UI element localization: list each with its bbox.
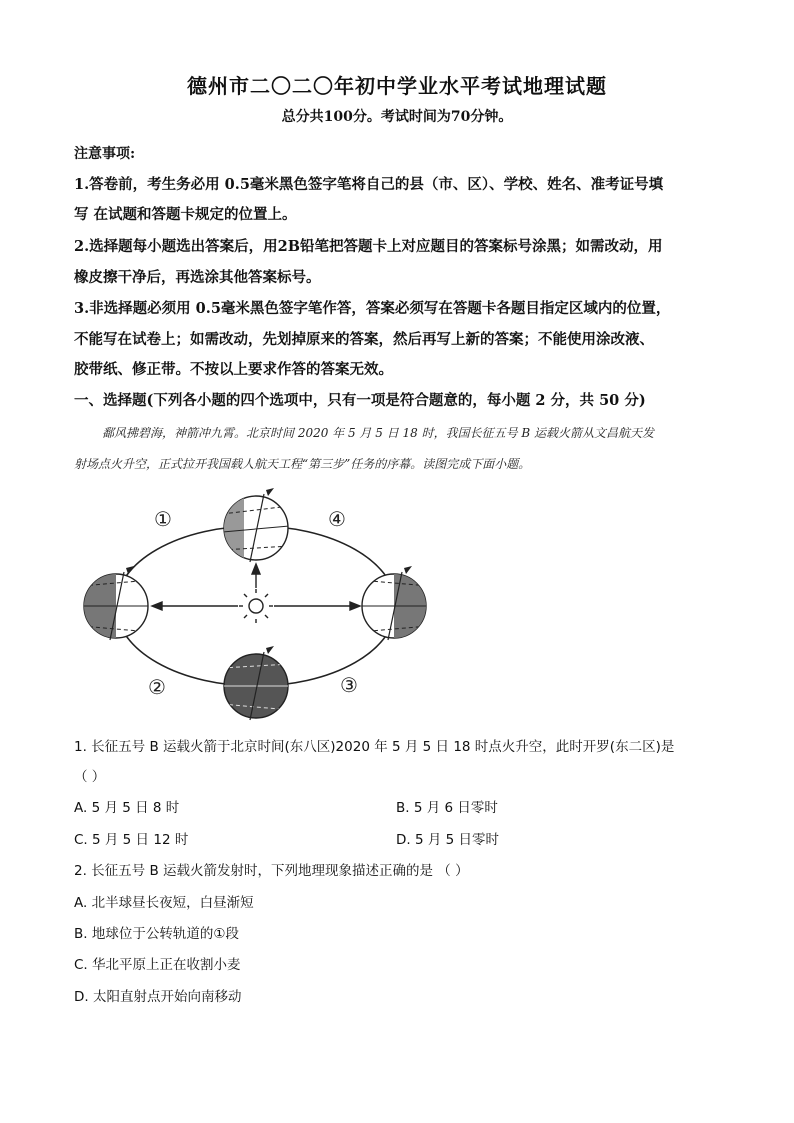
earth-top bbox=[222, 488, 290, 562]
note-3-line-1: 3.非选择题必须用 0.5毫米黑色签字笔作答，答案必须写在答题卡各题目指定区域内的位置， bbox=[74, 300, 671, 317]
orbit-label-3: ③ bbox=[340, 673, 358, 697]
question-1-option-b: B. 5 月 6 日零时 bbox=[396, 800, 498, 816]
orbit-label-2: ② bbox=[148, 675, 166, 699]
question-2-option-d: D. 太阳直射点开始向南移动 bbox=[74, 989, 242, 1005]
page-subtitle: 总分共100分。考试时间为70分钟。 bbox=[281, 109, 513, 125]
question-1-line-2: （ ） bbox=[74, 769, 106, 785]
question-1-option-a: A. 5 月 5 日 8 时 bbox=[74, 800, 180, 816]
question-2-option-a: A. 北半球昼长夜短，白昼渐短 bbox=[74, 895, 254, 911]
earth-right bbox=[360, 566, 428, 640]
note-1-line-1: 1.答卷前，考生务必用 0.5毫米黑色签字笔将自己的县（市、区）、学校、姓名、准考证号填 bbox=[74, 176, 664, 193]
note-2-line-1: 2.选择题每小题选出答案后，用2B铅笔把答题卡上对应题目的答案标号涂黑；如需改动，用 bbox=[74, 238, 663, 255]
question-1-option-d: D. 5 月 5 日零时 bbox=[396, 832, 500, 848]
question-1-line-1: 1. 长征五号 B 运载火箭于北京时间(东八区)2020 年 5 月 5 日 18 时点火升空，此时开罗(东二区)是 bbox=[74, 739, 675, 755]
page-title: 德州市二〇二〇年初中学业水平考试地理试题 bbox=[187, 74, 607, 98]
orbit-label-4: ④ bbox=[328, 507, 346, 531]
notes-heading: 注意事项: bbox=[74, 146, 136, 162]
question-1-option-c: C. 5 月 5 日 12 时 bbox=[74, 832, 189, 848]
intro-line-1: 鄱风拂碧海，神箭冲九霄。北京时间 2020 年 5 月 5 日 18 时，我国长征五号 B 运载火箭从文昌航天发 bbox=[102, 426, 655, 440]
note-3-line-2: 不能写在试卷上；如需改动，先划掉原来的答案，然后再写上新的答案；不能使用涂改液、 bbox=[74, 331, 654, 348]
sun-ray-arrows bbox=[152, 564, 360, 610]
question-2-option-c: C. 华北平原上正在收割小麦 bbox=[74, 957, 241, 973]
intro-line-2: 射场点火升空，正式拉开我国载人航天工程“第三步”任务的序幕。读图完成下面小题。 bbox=[74, 457, 531, 471]
note-2-line-2: 橡皮擦干净后，再选涂其他答案标号。 bbox=[74, 269, 321, 286]
sun-icon bbox=[239, 589, 273, 623]
note-3-line-3: 胶带纸、修正带。不按以上要求作答的答案无效。 bbox=[74, 361, 393, 378]
orbit-label-1: ① bbox=[154, 507, 172, 531]
question-2: 2. 长征五号 B 运载火箭发射时，下列地理现象描述正确的是 （ ） bbox=[74, 863, 469, 879]
section-heading: 一、选择题(下列各小题的四个选项中，只有一项是符合题意的，每小题 2 分，共 50 分) bbox=[74, 392, 646, 409]
earth-bottom bbox=[222, 646, 290, 720]
earth-orbit-diagram bbox=[76, 488, 436, 724]
note-1-line-2: 写 在试题和答题卡规定的位置上。 bbox=[74, 206, 297, 223]
earth-left bbox=[82, 566, 150, 640]
question-2-option-b: B. 地球位于公转轨道的①段 bbox=[74, 926, 239, 942]
